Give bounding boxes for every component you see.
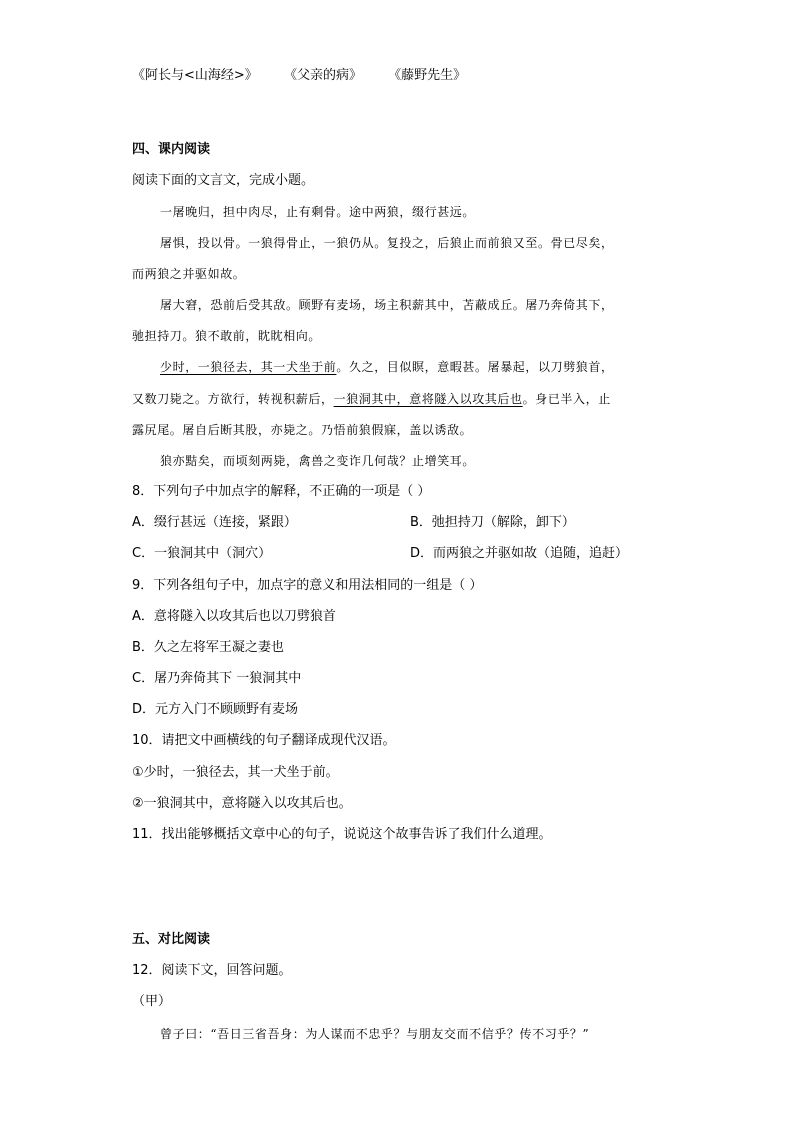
book-title: 《父亲的病》 — [283, 68, 362, 83]
section-title: 五、对比阅读 — [132, 932, 211, 947]
passage-line: 驰担持刀。狼不敢前，眈眈相向。 — [132, 329, 322, 343]
passage-line — [132, 391, 611, 407]
passage-line: 露尻尾。屠自后断其股，亦毙之。乃悟前狼假寐，盖以诱敌。 — [132, 423, 473, 437]
passage-line: 曾子曰：“吾日三省吾身：为人谋而不忠乎？与朋友交而不信乎？传不习乎？” — [160, 1027, 590, 1041]
question-stem: 10．请把文中画横线的句子翻译成现代汉语。 — [132, 733, 396, 748]
option-d: D．而两狼之并驱如故（追随，追赶） — [410, 546, 629, 561]
option-b: B．弛担持刀（解除，卸下） — [410, 515, 575, 530]
instruction: 阅读下面的文言文，完成小题。 — [132, 173, 315, 188]
passage-line: 狼亦黠矣，而顷刻两毙，禽兽之变诈几何哉？止增笑耳。 — [160, 454, 476, 468]
question-stem: 9．下列各组句子中，加点字的意义和用法相同的一组是（ ） — [132, 578, 483, 593]
book-title: 《阿长与<山海经>》 — [132, 68, 258, 83]
option-d: D．元方入门不顾顾野有麦场 — [132, 702, 299, 717]
option-a: A．缀行甚远（连接，紧跟） — [132, 515, 297, 530]
passage-text: 又数刀毙之。方欲行，转视积薪后， — [132, 392, 334, 406]
underlined-sentence: 一狼洞其中，意将隧入以攻其后也 — [333, 392, 523, 406]
passage-text: 。身已半入，止 — [522, 392, 611, 406]
sentence-2: ②一狼洞其中，意将隧入以攻其后也。 — [132, 796, 352, 811]
question-stem: 8．下列句子中加点字的解释，不正确的一项是（ ） — [132, 484, 431, 499]
option-c: C．屠乃奔倚其下 一狼洞其中 — [132, 671, 302, 686]
passage-line: 屠惧，投以骨。一狼得骨止，一狼仍从。复投之，后狼止而前狼又至。骨已尽矣， — [160, 236, 614, 250]
option-c: C．一狼洞其中（洞穴） — [132, 546, 272, 561]
passage-text: 。久之，目似瞑，意暇甚。屠暴起，以刀劈狼首， — [336, 360, 614, 374]
section-title: 四、课内阅读 — [132, 142, 211, 157]
question-12: 12．阅读下文，回答问题。 — [132, 963, 292, 978]
book-title: 《藤野先生》 — [388, 68, 467, 83]
book-list — [132, 68, 488, 84]
option-a: A．意将隧入以攻其后也以刀劈狼首 — [132, 609, 336, 624]
passage-line: 而两狼之并驱如故。 — [132, 267, 246, 281]
option-b: B．久之左将军王凝之妻也 — [132, 640, 284, 655]
sentence-1: ①少时，一狼径去，其一犬坐于前。 — [132, 765, 339, 780]
passage-line: 屠大窘，恐前后受其敌。顾野有麦场，场主积薪其中，苫蔽成丘。屠乃奔倚其下， — [160, 298, 614, 312]
passage-line: 一屠晚归，担中肉尽，止有剩骨。途中两狼，缀行甚远。 — [160, 205, 476, 219]
passage-label: （甲） — [132, 994, 172, 1009]
underlined-sentence: 少时，一狼径去，其一犬坐于前 — [160, 360, 337, 374]
question-11: 11．找出能够概括文章中心的句子，说说这个故事告诉了我们什么道理。 — [132, 827, 552, 842]
passage-line — [160, 359, 614, 375]
